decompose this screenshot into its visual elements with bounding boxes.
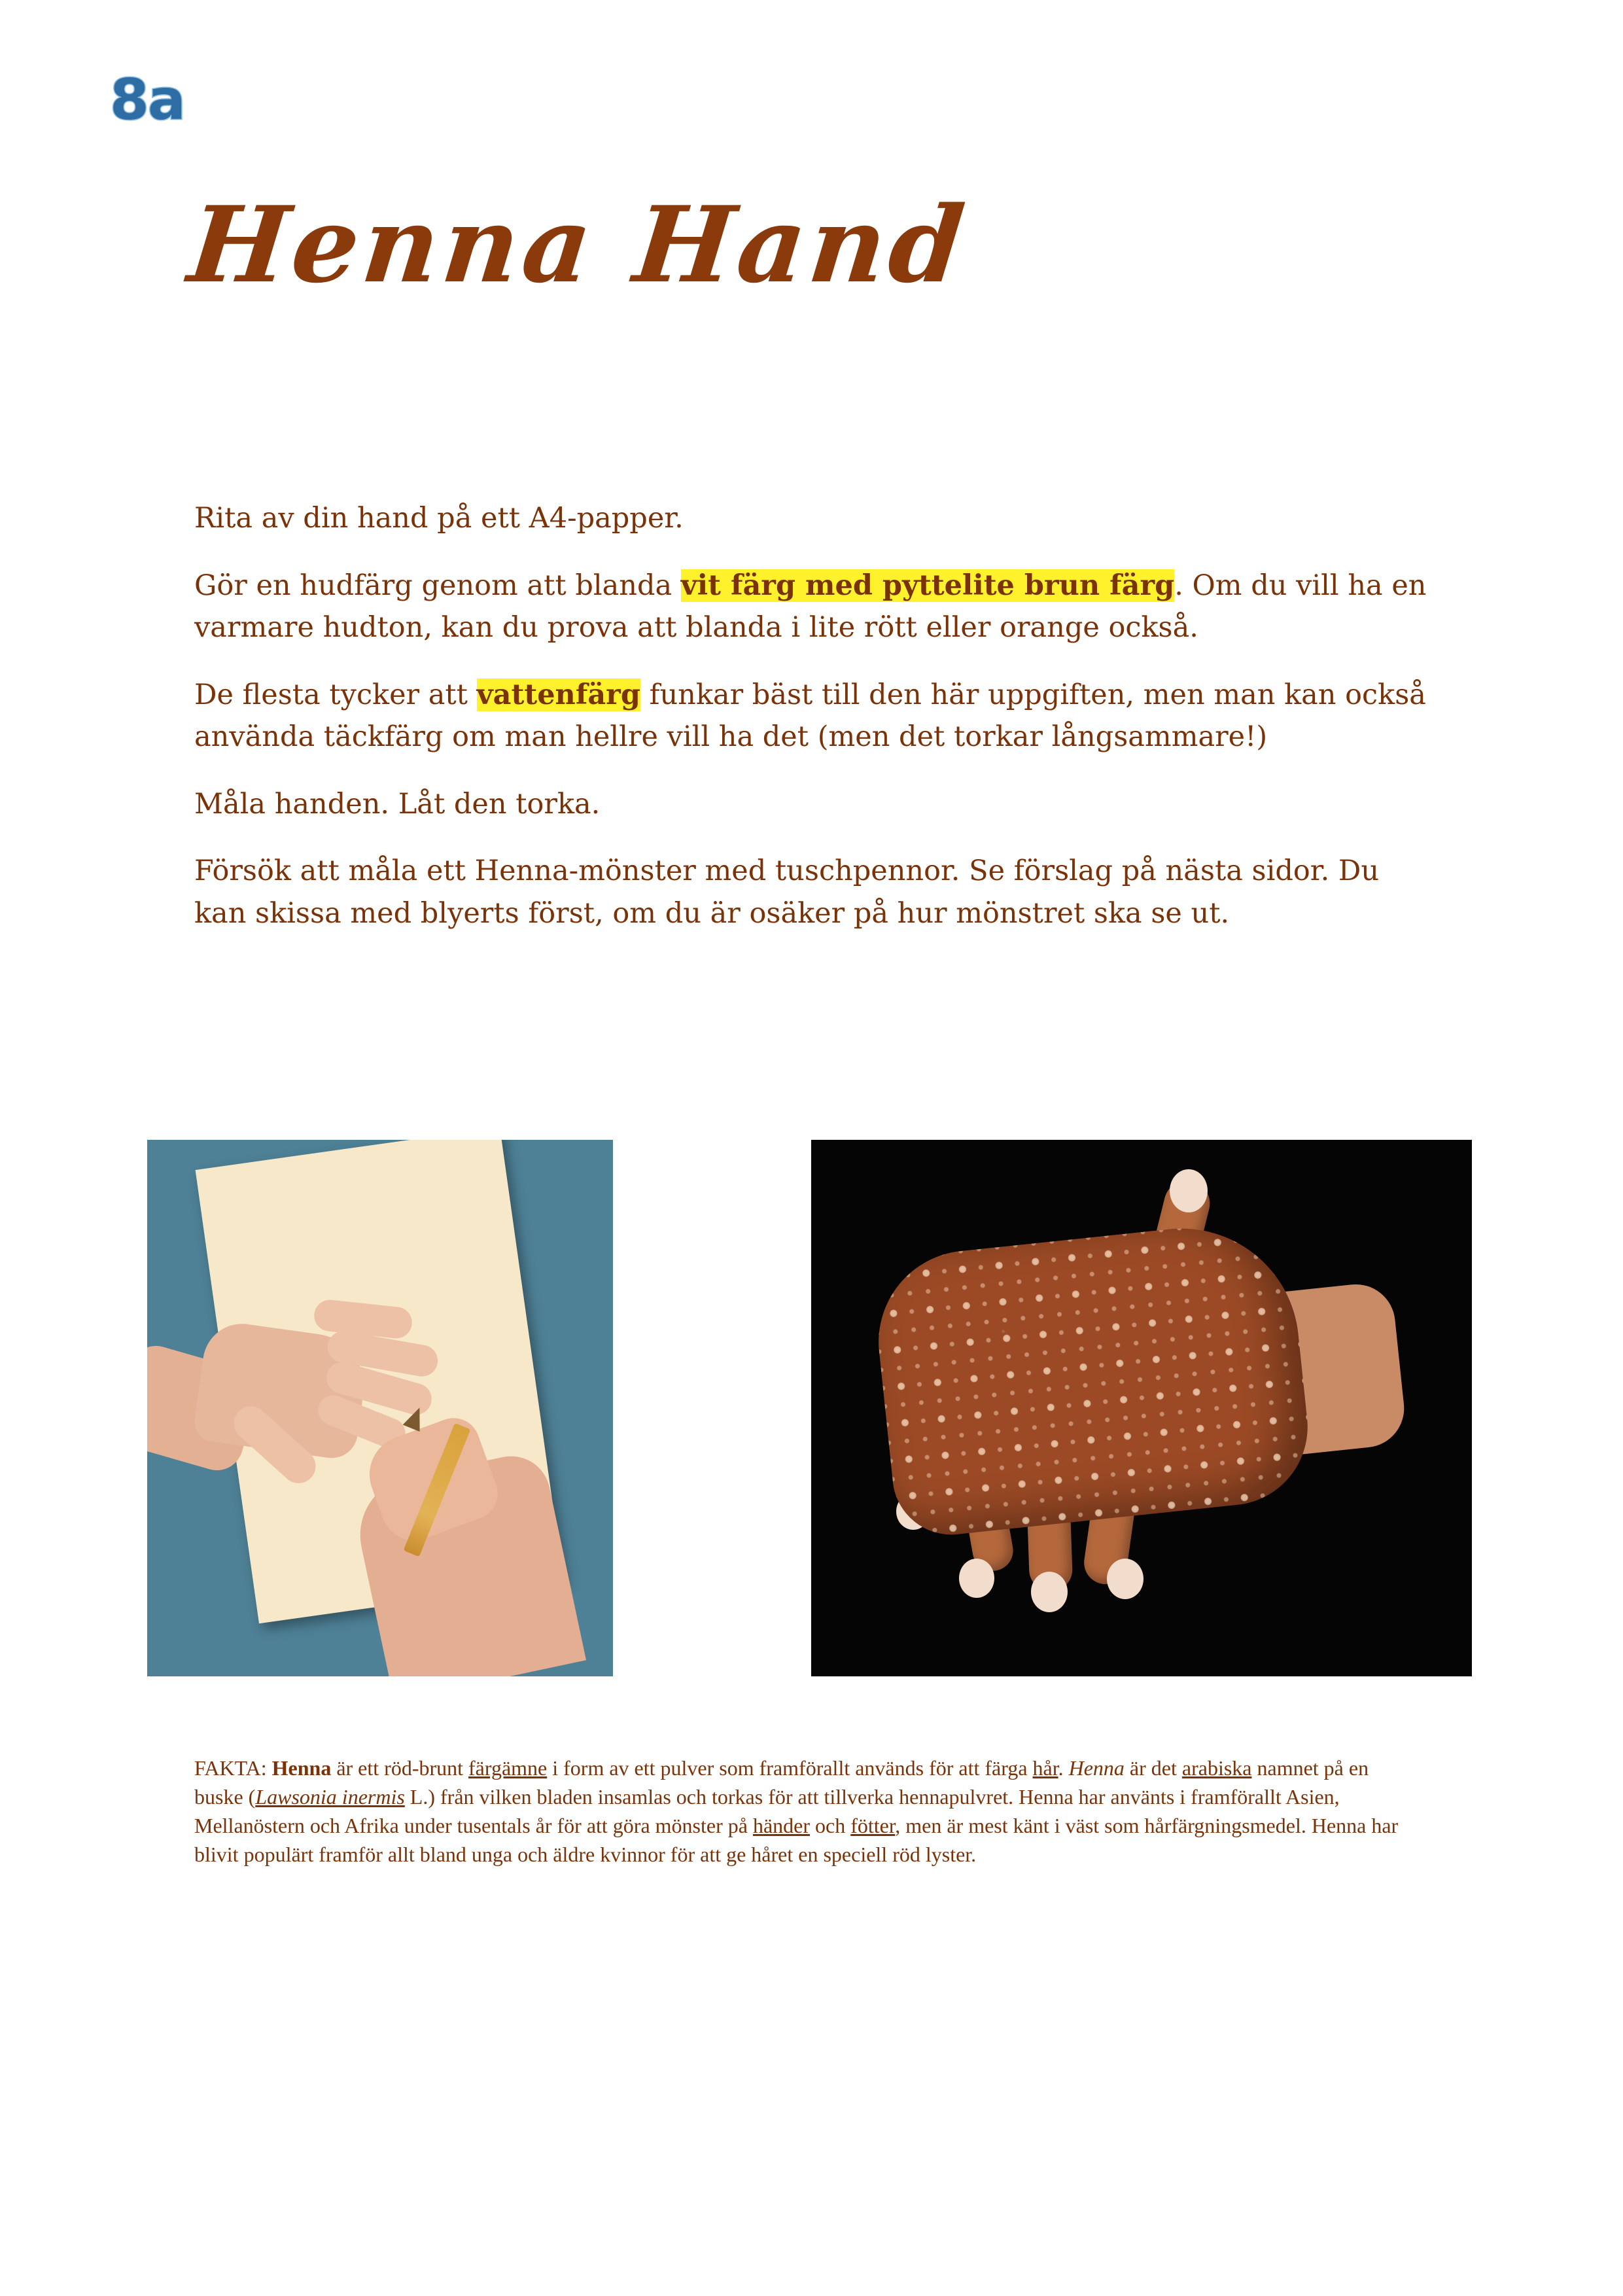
text-run: . Om du vill ha en varmare hudton, kan du prova att blanda i lite rött eller orange också.: [194, 569, 1427, 644]
text-run: Försök att måla ett Henna-mönster med tuschpennor. Se förslag på nästa sidor. Du kan skissa med blyerts först, om du är osäker på hur mönstret ska se ut.: [194, 855, 1380, 930]
text-run: De flesta tycker att: [194, 678, 477, 711]
text-run: Gör en hudfärg genom att blanda: [194, 569, 681, 602]
text-run: Måla handen. Låt den torka.: [194, 787, 601, 821]
text-run: i form av ett pulver som framförallt används för att färga: [547, 1756, 1033, 1780]
italic-underlined-text: Lawsonia inermis: [255, 1785, 405, 1809]
underlined-text: händer: [752, 1814, 811, 1838]
highlighted-text: vit färg med pyttelite brun färg: [680, 569, 1175, 602]
henna-nail-1: [1170, 1169, 1208, 1212]
highlighted-text: vattenfärg: [476, 678, 640, 711]
text-run: funkar bäst till den här uppgiften, men man kan också använda täckfärg om man hellre vill ha det (men det torkar långsammare!): [194, 678, 1426, 753]
text-run: är ett röd-brunt: [331, 1756, 469, 1780]
henna-nail-2: [1107, 1559, 1143, 1599]
fact-box: [194, 1754, 1411, 1869]
underlined-text: hår: [1032, 1756, 1058, 1780]
henna-nail-3: [1031, 1572, 1068, 1612]
text-run: , men är mest känt i väst som hårfärgningsmedel. Henna har blivit populärt framför allt bland unga och äldre kvinnor för att ge håret en speciell röd lyster.: [194, 1814, 1399, 1867]
instruction-step-3: [194, 674, 1437, 758]
instruction-step-4: [194, 783, 1437, 826]
page-number-badge: 8a: [110, 67, 184, 133]
underlined-text: arabiska: [1181, 1756, 1252, 1780]
instruction-list: [194, 497, 1437, 959]
text-run: L.) från vilken bladen insamlas och torkas för att tillverka hennapulvret. Henna har använts i framförallt Asien, Mellanöstern och Afrika under tusentals år för att göra mönster på: [194, 1785, 1340, 1838]
text-run: och: [810, 1814, 851, 1838]
henna-pattern: [869, 1217, 1315, 1541]
instruction-step-5: [194, 850, 1437, 934]
henna-hand-back: [869, 1217, 1315, 1541]
photo-tracing-hand: [147, 1140, 613, 1676]
underlined-text: fötter: [850, 1814, 896, 1838]
page-title: Henna Hand: [183, 183, 973, 306]
text-run: .: [1058, 1756, 1069, 1780]
instruction-step-1: [194, 497, 1437, 540]
instruction-step-2: [194, 565, 1437, 649]
text-run: Rita av din hand på ett A4-papper.: [194, 502, 684, 535]
text-run: FAKTA:: [194, 1756, 272, 1780]
photo-row: [0, 1140, 1623, 1696]
italic-text: Henna: [1068, 1756, 1125, 1780]
text-run: namnet på en buske (: [194, 1756, 1369, 1809]
underlined-text: färgämne: [468, 1756, 548, 1780]
text-run: är det: [1124, 1756, 1182, 1780]
henna-nail-4: [959, 1559, 994, 1598]
photo-henna-hand: [811, 1140, 1472, 1676]
bold-text: Henna: [271, 1756, 332, 1780]
